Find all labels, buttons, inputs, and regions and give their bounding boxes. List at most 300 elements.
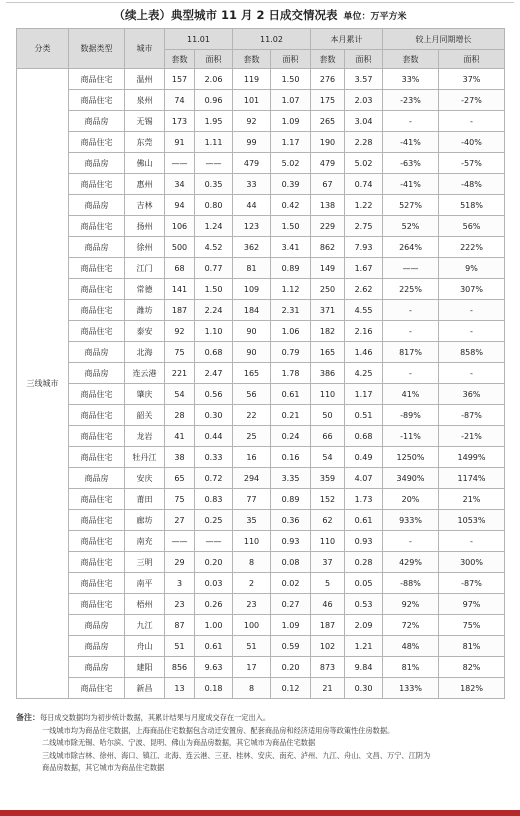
value-cell-sm: 37 <box>311 552 345 573</box>
footer-bar <box>0 810 520 816</box>
value-cell-a1: 0.56 <box>195 384 233 405</box>
value-cell-a1: 0.80 <box>195 195 233 216</box>
value-cell-a1: 4.52 <box>195 237 233 258</box>
value-cell-a1: 0.18 <box>195 678 233 699</box>
value-cell-a2: 3.41 <box>271 237 311 258</box>
table-row <box>17 489 505 510</box>
value-cell-gs: 225% <box>383 279 439 300</box>
value-cell-sm: 110 <box>311 531 345 552</box>
value-cell-gs: -11% <box>383 426 439 447</box>
value-cell-am: 7.93 <box>345 237 383 258</box>
city-cell: 潍坊 <box>125 300 165 321</box>
city-cell: 惠州 <box>125 174 165 195</box>
table-row <box>17 174 505 195</box>
data-type-cell: 商品住宅 <box>69 510 125 531</box>
value-cell-sm: 873 <box>311 657 345 678</box>
value-cell-a2: 1.09 <box>271 111 311 132</box>
data-type-cell: 商品住宅 <box>69 594 125 615</box>
value-cell-gs: -89% <box>383 405 439 426</box>
city-cell: 舟山 <box>125 636 165 657</box>
subheader-area: 面积 <box>271 50 311 69</box>
value-cell-a1: 0.26 <box>195 594 233 615</box>
city-cell: 牡丹江 <box>125 447 165 468</box>
data-type-cell: 商品住宅 <box>69 426 125 447</box>
table-row <box>17 279 505 300</box>
table-row <box>17 468 505 489</box>
value-cell-sm: 152 <box>311 489 345 510</box>
value-cell-s2: 51 <box>233 636 271 657</box>
data-type-cell: 商品房 <box>69 657 125 678</box>
value-cell-a2: 1.07 <box>271 90 311 111</box>
value-cell-ga: - <box>439 111 505 132</box>
value-cell-a2: 1.12 <box>271 279 311 300</box>
value-cell-s1: 3 <box>165 573 195 594</box>
value-cell-sm: 67 <box>311 174 345 195</box>
value-cell-a2: 1.09 <box>271 615 311 636</box>
city-cell: 连云港 <box>125 363 165 384</box>
city-cell: 吉林 <box>125 195 165 216</box>
value-cell-sm: 46 <box>311 594 345 615</box>
value-cell-s1: 65 <box>165 468 195 489</box>
value-cell-a2: 1.17 <box>271 132 311 153</box>
value-cell-a1: 0.72 <box>195 468 233 489</box>
value-cell-s1: 75 <box>165 342 195 363</box>
data-type-cell: 商品住宅 <box>69 90 125 111</box>
value-cell-gs: -63% <box>383 153 439 174</box>
value-cell-am: 2.09 <box>345 615 383 636</box>
value-cell-a1: 0.20 <box>195 552 233 573</box>
value-cell-s1: 38 <box>165 447 195 468</box>
data-type-cell: 商品房 <box>69 237 125 258</box>
value-cell-ga: 9% <box>439 258 505 279</box>
city-cell: 扬州 <box>125 216 165 237</box>
value-cell-s2: 81 <box>233 258 271 279</box>
value-cell-gs: 933% <box>383 510 439 531</box>
city-cell: 莆田 <box>125 489 165 510</box>
data-type-cell: 商品住宅 <box>69 258 125 279</box>
value-cell-s1: 75 <box>165 489 195 510</box>
value-cell-s1: 29 <box>165 552 195 573</box>
value-cell-a1: 1.00 <box>195 615 233 636</box>
value-cell-sm: 165 <box>311 342 345 363</box>
value-cell-s2: 56 <box>233 384 271 405</box>
value-cell-gs: -41% <box>383 132 439 153</box>
value-cell-sm: 62 <box>311 510 345 531</box>
value-cell-gs: - <box>383 111 439 132</box>
value-cell-s1: 94 <box>165 195 195 216</box>
value-cell-am: 2.03 <box>345 90 383 111</box>
data-type-cell: 商品住宅 <box>69 447 125 468</box>
value-cell-ga: -87% <box>439 405 505 426</box>
value-cell-s1: 51 <box>165 636 195 657</box>
value-cell-a2: 0.20 <box>271 657 311 678</box>
value-cell-ga: - <box>439 300 505 321</box>
city-cell: 温州 <box>125 69 165 90</box>
table-row <box>17 636 505 657</box>
value-cell-a1: 0.61 <box>195 636 233 657</box>
city-cell: 新昌 <box>125 678 165 699</box>
value-cell-am: 3.57 <box>345 69 383 90</box>
table-row <box>17 69 505 90</box>
value-cell-ga: 21% <box>439 489 505 510</box>
data-type-cell: 商品房 <box>69 363 125 384</box>
value-cell-s2: 35 <box>233 510 271 531</box>
table-row <box>17 447 505 468</box>
data-type-cell: 商品住宅 <box>69 678 125 699</box>
value-cell-am: 2.75 <box>345 216 383 237</box>
transaction-table <box>16 28 505 699</box>
value-cell-s2: 44 <box>233 195 271 216</box>
value-cell-s2: 184 <box>233 300 271 321</box>
value-cell-am: 4.55 <box>345 300 383 321</box>
city-cell: 东莞 <box>125 132 165 153</box>
city-cell: 三明 <box>125 552 165 573</box>
header-growth: 较上月同期增长 <box>383 29 505 50</box>
subheader-sets: 套数 <box>383 50 439 69</box>
table-row <box>17 405 505 426</box>
value-cell-am: 3.04 <box>345 111 383 132</box>
value-cell-s1: 92 <box>165 321 195 342</box>
table-row <box>17 300 505 321</box>
city-cell: 安庆 <box>125 468 165 489</box>
value-cell-am: 1.17 <box>345 384 383 405</box>
value-cell-a2: 1.78 <box>271 363 311 384</box>
value-cell-a2: 0.16 <box>271 447 311 468</box>
value-cell-gs: 264% <box>383 237 439 258</box>
subheader-area: 面积 <box>195 50 233 69</box>
value-cell-s1: 106 <box>165 216 195 237</box>
value-cell-s2: 17 <box>233 657 271 678</box>
value-cell-s1: 87 <box>165 615 195 636</box>
value-cell-s2: 362 <box>233 237 271 258</box>
value-cell-s1: 34 <box>165 174 195 195</box>
note-line <box>16 750 506 763</box>
value-cell-a2: 2.31 <box>271 300 311 321</box>
value-cell-s1: 141 <box>165 279 195 300</box>
value-cell-s2: 294 <box>233 468 271 489</box>
value-cell-gs: 20% <box>383 489 439 510</box>
value-cell-a2: 0.61 <box>271 384 311 405</box>
data-type-cell: 商品住宅 <box>69 321 125 342</box>
page-title <box>0 6 520 24</box>
value-cell-sm: 862 <box>311 237 345 258</box>
header-category: 分类 <box>17 29 69 69</box>
value-cell-s1: 41 <box>165 426 195 447</box>
value-cell-a1: 0.77 <box>195 258 233 279</box>
region-cell: 三线城市 <box>17 69 69 699</box>
table-row <box>17 321 505 342</box>
value-cell-gs: - <box>383 321 439 342</box>
value-cell-am: 0.05 <box>345 573 383 594</box>
value-cell-gs: - <box>383 531 439 552</box>
value-cell-a2: 0.36 <box>271 510 311 531</box>
value-cell-a1: 1.50 <box>195 279 233 300</box>
title-text: （续上表）典型城市 11 月 2 日成交情况表 <box>113 8 338 22</box>
value-cell-a2: 5.02 <box>271 153 311 174</box>
notes-label: 备注： <box>16 713 40 722</box>
value-cell-s1: 54 <box>165 384 195 405</box>
unit-label: 单位：万平方米 <box>343 12 407 22</box>
value-cell-ga: 75% <box>439 615 505 636</box>
city-cell: 佛山 <box>125 153 165 174</box>
value-cell-am: 0.30 <box>345 678 383 699</box>
value-cell-s2: 16 <box>233 447 271 468</box>
value-cell-s1: 27 <box>165 510 195 531</box>
value-cell-a1: 0.03 <box>195 573 233 594</box>
value-cell-a2: 3.35 <box>271 468 311 489</box>
value-cell-s2: 119 <box>233 69 271 90</box>
value-cell-s2: 8 <box>233 552 271 573</box>
value-cell-am: 0.53 <box>345 594 383 615</box>
table-row <box>17 258 505 279</box>
value-cell-sm: 102 <box>311 636 345 657</box>
value-cell-a1: 0.35 <box>195 174 233 195</box>
value-cell-s1: 157 <box>165 69 195 90</box>
data-type-cell: 商品住宅 <box>69 132 125 153</box>
value-cell-s1: 28 <box>165 405 195 426</box>
note-text-2: 一线城市均为商品住宅数据，上海商品住宅数据包含动迁安置房、配套商品房和经济适用房等政策性住房数据。 <box>42 725 395 735</box>
top-rule <box>6 2 514 3</box>
value-cell-ga: 36% <box>439 384 505 405</box>
value-cell-s1: 74 <box>165 90 195 111</box>
table-row <box>17 195 505 216</box>
value-cell-a2: 0.12 <box>271 678 311 699</box>
value-cell-gs: 527% <box>383 195 439 216</box>
city-cell: 江门 <box>125 258 165 279</box>
value-cell-gs: - <box>383 300 439 321</box>
header-month-total: 本月累计 <box>311 29 383 50</box>
note-text-5: 商品房数据，其它城市为商品住宅数据 <box>42 763 165 772</box>
value-cell-a2: 1.50 <box>271 216 311 237</box>
value-cell-ga: 858% <box>439 342 505 363</box>
value-cell-s2: 90 <box>233 321 271 342</box>
value-cell-a1: 1.24 <box>195 216 233 237</box>
city-cell: 建阳 <box>125 657 165 678</box>
value-cell-ga: - <box>439 363 505 384</box>
value-cell-s2: 23 <box>233 594 271 615</box>
value-cell-am: 0.68 <box>345 426 383 447</box>
data-type-cell: 商品房 <box>69 153 125 174</box>
table-row <box>17 552 505 573</box>
value-cell-a2: 0.42 <box>271 195 311 216</box>
value-cell-a2: 0.79 <box>271 342 311 363</box>
value-cell-gs: 52% <box>383 216 439 237</box>
data-type-cell: 商品住宅 <box>69 489 125 510</box>
value-cell-ga: - <box>439 531 505 552</box>
value-cell-sm: 229 <box>311 216 345 237</box>
city-cell: 徐州 <box>125 237 165 258</box>
value-cell-s2: 92 <box>233 111 271 132</box>
value-cell-sm: 149 <box>311 258 345 279</box>
header-city: 城市 <box>125 29 165 69</box>
value-cell-s2: 33 <box>233 174 271 195</box>
value-cell-sm: 50 <box>311 405 345 426</box>
note-line <box>16 725 506 738</box>
value-cell-s2: 90 <box>233 342 271 363</box>
value-cell-ga: -40% <box>439 132 505 153</box>
value-cell-ga: -27% <box>439 90 505 111</box>
value-cell-s1: 13 <box>165 678 195 699</box>
value-cell-ga: -57% <box>439 153 505 174</box>
value-cell-s1: 68 <box>165 258 195 279</box>
value-cell-gs: 817% <box>383 342 439 363</box>
value-cell-am: 0.51 <box>345 405 383 426</box>
value-cell-a1: 0.33 <box>195 447 233 468</box>
city-cell: 常德 <box>125 279 165 300</box>
value-cell-ga: -48% <box>439 174 505 195</box>
value-cell-gs: 33% <box>383 69 439 90</box>
value-cell-a2: 0.93 <box>271 531 311 552</box>
data-type-cell: 商品住宅 <box>69 300 125 321</box>
value-cell-a2: 0.59 <box>271 636 311 657</box>
value-cell-am: 5.02 <box>345 153 383 174</box>
value-cell-a1: 0.96 <box>195 90 233 111</box>
value-cell-a1: —— <box>195 153 233 174</box>
data-type-cell: 商品住宅 <box>69 573 125 594</box>
value-cell-am: 0.61 <box>345 510 383 531</box>
value-cell-sm: 359 <box>311 468 345 489</box>
value-cell-gs: 429% <box>383 552 439 573</box>
value-cell-am: 0.74 <box>345 174 383 195</box>
value-cell-ga: -21% <box>439 426 505 447</box>
note-line <box>16 737 506 750</box>
value-cell-s2: 8 <box>233 678 271 699</box>
city-cell: 北海 <box>125 342 165 363</box>
city-cell: 无锡 <box>125 111 165 132</box>
table-row <box>17 615 505 636</box>
note-text-4: 三线城市除吉林、徐州、海口、镇江、北海、连云港、三亚、桂林、安庆、南充、泸州、九江、舟山、文昌、万宁、江阴为 <box>42 750 431 760</box>
data-type-cell: 商品房 <box>69 636 125 657</box>
table-row <box>17 573 505 594</box>
value-cell-a1: 0.25 <box>195 510 233 531</box>
table-row <box>17 90 505 111</box>
value-cell-a1: 9.63 <box>195 657 233 678</box>
value-cell-ga: 222% <box>439 237 505 258</box>
value-cell-am: 2.28 <box>345 132 383 153</box>
data-type-cell: 商品住宅 <box>69 69 125 90</box>
value-cell-am: 2.62 <box>345 279 383 300</box>
data-type-cell: 商品住宅 <box>69 384 125 405</box>
value-cell-gs: 1250% <box>383 447 439 468</box>
table-row <box>17 384 505 405</box>
value-cell-ga: 56% <box>439 216 505 237</box>
subheader-sets: 套数 <box>311 50 345 69</box>
city-cell: 南充 <box>125 531 165 552</box>
value-cell-sm: 182 <box>311 321 345 342</box>
value-cell-a1: 2.24 <box>195 300 233 321</box>
city-cell: 韶关 <box>125 405 165 426</box>
value-cell-ga: 182% <box>439 678 505 699</box>
value-cell-s2: 2 <box>233 573 271 594</box>
city-cell: 南平 <box>125 573 165 594</box>
table-row <box>17 510 505 531</box>
value-cell-sm: 265 <box>311 111 345 132</box>
value-cell-ga: 81% <box>439 636 505 657</box>
value-cell-s1: —— <box>165 153 195 174</box>
value-cell-s2: 110 <box>233 531 271 552</box>
note-line <box>16 762 506 775</box>
data-type-cell: 商品住宅 <box>69 552 125 573</box>
value-cell-sm: 54 <box>311 447 345 468</box>
value-cell-ga: 1174% <box>439 468 505 489</box>
value-cell-am: 4.07 <box>345 468 383 489</box>
header-date-1102: 11.02 <box>233 29 311 50</box>
subheader-area: 面积 <box>439 50 505 69</box>
value-cell-s2: 109 <box>233 279 271 300</box>
table-row <box>17 342 505 363</box>
value-cell-sm: 5 <box>311 573 345 594</box>
value-cell-a1: 0.68 <box>195 342 233 363</box>
value-cell-s2: 77 <box>233 489 271 510</box>
value-cell-am: 0.49 <box>345 447 383 468</box>
value-cell-s2: 100 <box>233 615 271 636</box>
value-cell-am: 1.21 <box>345 636 383 657</box>
value-cell-gs: -88% <box>383 573 439 594</box>
value-cell-a1: 1.11 <box>195 132 233 153</box>
note-line <box>16 712 506 725</box>
data-type-cell: 商品房 <box>69 342 125 363</box>
table-row <box>17 216 505 237</box>
value-cell-a1: 2.47 <box>195 363 233 384</box>
table-row <box>17 594 505 615</box>
table-row <box>17 678 505 699</box>
value-cell-am: 1.22 <box>345 195 383 216</box>
city-cell: 龙岩 <box>125 426 165 447</box>
value-cell-sm: 479 <box>311 153 345 174</box>
value-cell-s1: 500 <box>165 237 195 258</box>
table-row <box>17 531 505 552</box>
value-cell-am: 1.73 <box>345 489 383 510</box>
value-cell-s1: 91 <box>165 132 195 153</box>
value-cell-a2: 0.08 <box>271 552 311 573</box>
data-type-cell: 商品住宅 <box>69 216 125 237</box>
city-cell: 廊坊 <box>125 510 165 531</box>
notes-section <box>16 712 506 775</box>
value-cell-s1: 173 <box>165 111 195 132</box>
value-cell-a2: 1.50 <box>271 69 311 90</box>
value-cell-am: 9.84 <box>345 657 383 678</box>
value-cell-ga: 307% <box>439 279 505 300</box>
value-cell-gs: —— <box>383 258 439 279</box>
data-type-cell: 商品房 <box>69 468 125 489</box>
data-type-cell: 商品房 <box>69 615 125 636</box>
value-cell-am: 1.67 <box>345 258 383 279</box>
header-row <box>17 29 505 50</box>
value-cell-sm: 276 <box>311 69 345 90</box>
value-cell-gs: 81% <box>383 657 439 678</box>
value-cell-am: 0.28 <box>345 552 383 573</box>
value-cell-gs: 41% <box>383 384 439 405</box>
value-cell-gs: 3490% <box>383 468 439 489</box>
value-cell-ga: 1053% <box>439 510 505 531</box>
value-cell-a2: 0.24 <box>271 426 311 447</box>
value-cell-a2: 0.89 <box>271 489 311 510</box>
value-cell-gs: 72% <box>383 615 439 636</box>
value-cell-a1: —— <box>195 531 233 552</box>
value-cell-s2: 22 <box>233 405 271 426</box>
value-cell-s1: 856 <box>165 657 195 678</box>
city-cell: 肇庆 <box>125 384 165 405</box>
value-cell-ga: 97% <box>439 594 505 615</box>
value-cell-sm: 371 <box>311 300 345 321</box>
value-cell-ga: 82% <box>439 657 505 678</box>
value-cell-ga: 518% <box>439 195 505 216</box>
value-cell-sm: 138 <box>311 195 345 216</box>
value-cell-gs: 133% <box>383 678 439 699</box>
value-cell-sm: 386 <box>311 363 345 384</box>
value-cell-am: 0.93 <box>345 531 383 552</box>
value-cell-sm: 250 <box>311 279 345 300</box>
